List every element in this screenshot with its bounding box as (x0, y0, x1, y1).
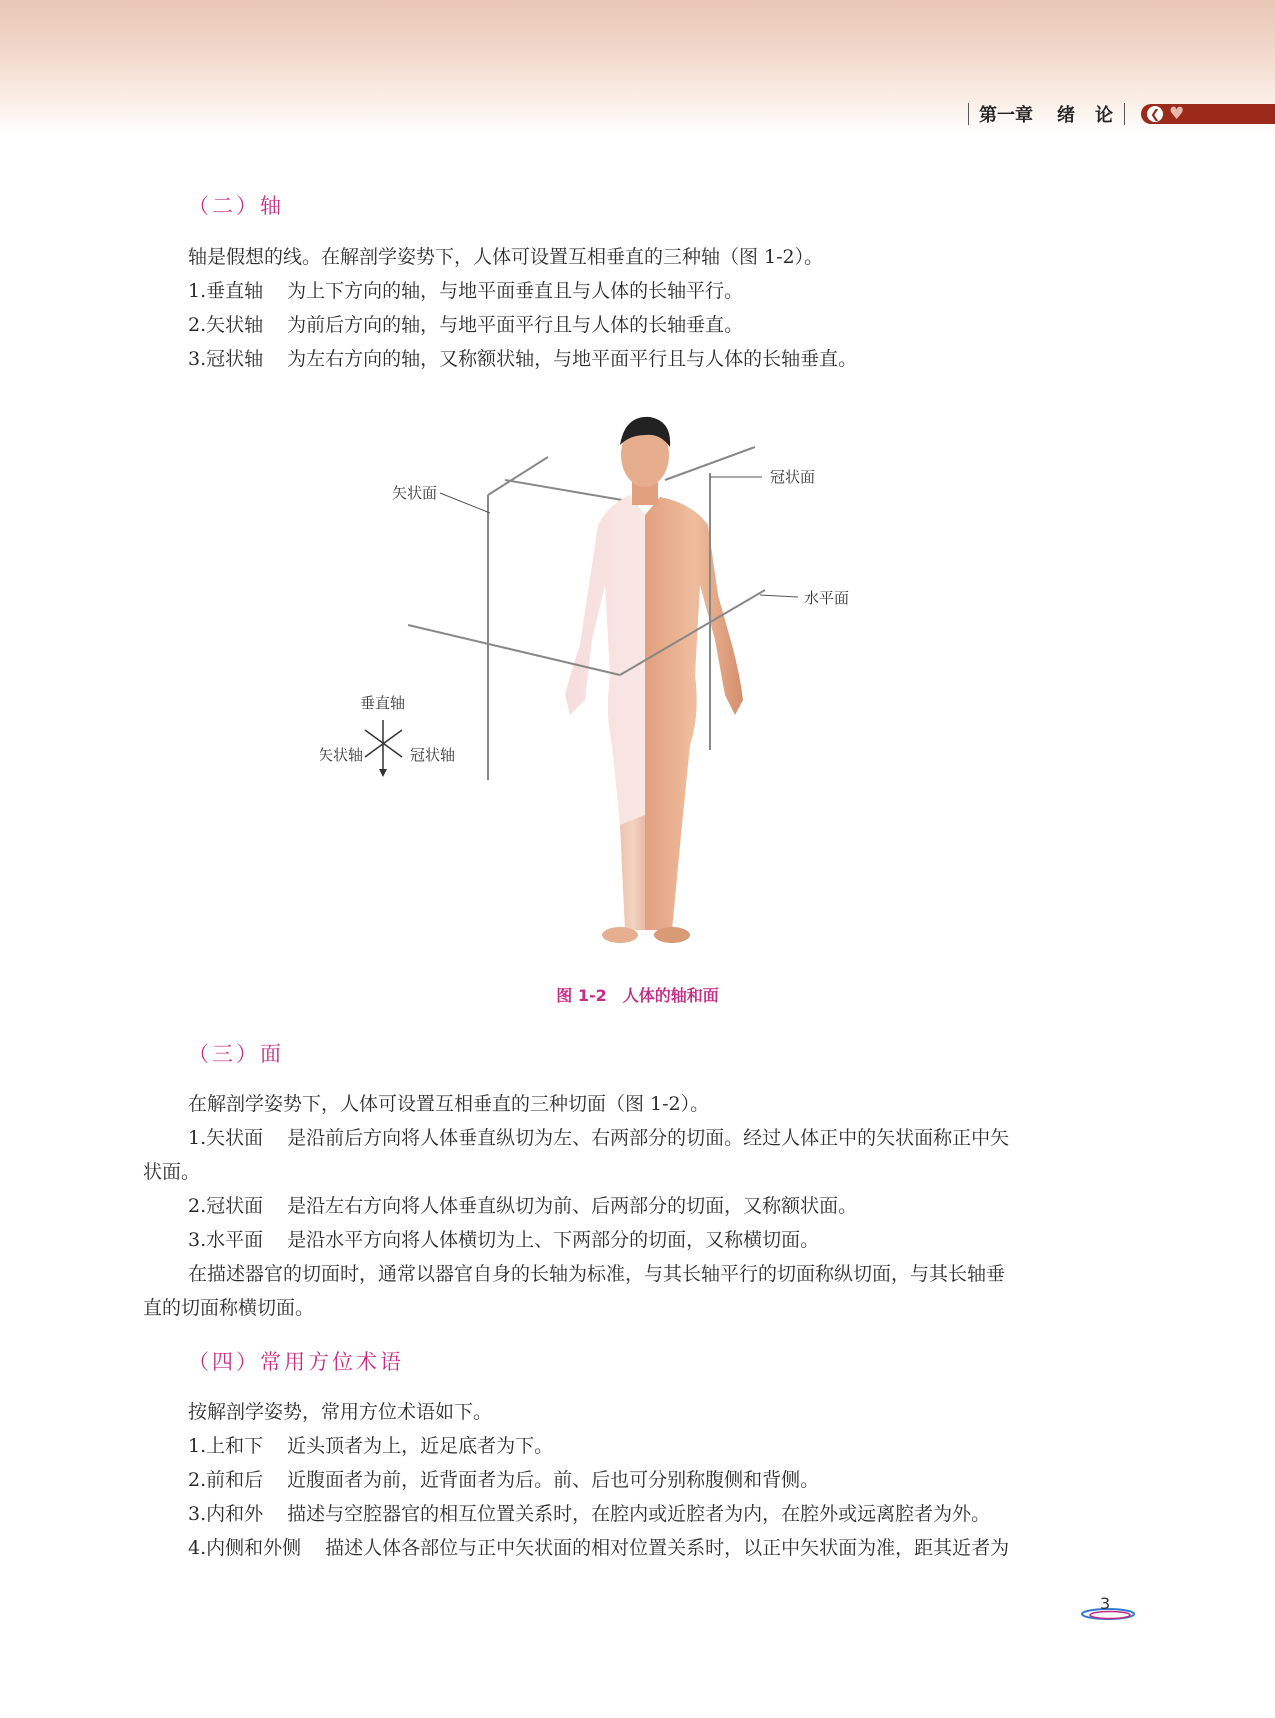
header-divider (968, 103, 969, 125)
section-heading-directional-terms: （四）常用方位术语 (188, 1350, 404, 1374)
item-term: 内和外 (206, 1503, 264, 1525)
body-planes-illustration (320, 385, 960, 975)
label-sagittal-plane: 矢状面 (392, 484, 438, 502)
paragraph-continued: 直的切面称横切面。 (143, 1297, 315, 1319)
right-foot (654, 927, 690, 943)
arrow-left-icon: ❮ (1147, 106, 1163, 122)
list-item (188, 308, 857, 342)
chapter-label: 第一章 (979, 105, 1033, 126)
item-number: 2. (188, 1195, 207, 1217)
running-header (958, 101, 1135, 127)
chapter-title: 绪 论 (1057, 105, 1114, 126)
item-number: 3. (188, 1229, 207, 1251)
header-divider (1124, 103, 1125, 125)
section-planes-body (143, 1087, 1009, 1325)
item-text: 描述人体各部位与正中矢状面的相对位置关系时，以正中矢状面为准，距其近者为 (325, 1537, 1010, 1559)
paragraph: 在描述器官的切面时，通常以器官自身的长轴为标准，与其长轴平行的切面称纵切面，与其长轴垂 (188, 1263, 1006, 1285)
list-item (188, 1429, 1009, 1463)
item-number: 1. (188, 1435, 207, 1457)
item-term: 内侧和外侧 (206, 1537, 302, 1559)
item-text: 为左右方向的轴，又称额状轴，与地平面平行且与人体的长轴垂直。 (287, 348, 858, 370)
label-coronal-plane: 冠状面 (770, 468, 816, 486)
page-number-text: 3 (1100, 1594, 1111, 1613)
heart-icon: ♥ (1169, 104, 1185, 124)
header-ribbon (1141, 104, 1275, 124)
item-text-continued: 状面。 (143, 1161, 201, 1183)
list-item (188, 1531, 1009, 1565)
item-number: 3. (188, 348, 207, 370)
leader-line (760, 595, 798, 597)
section-terms-body (188, 1395, 1009, 1565)
item-number: 2. (188, 1469, 207, 1491)
item-text: 是沿前后方向将人体垂直纵切为左、右两部分的切面。经过人体正中的矢状面称正中矢 (287, 1127, 1010, 1149)
list-item (143, 1121, 1009, 1155)
list-item (188, 342, 857, 376)
item-text: 为前后方向的轴，与地平面平行且与人体的长轴垂直。 (287, 314, 744, 336)
item-number: 4. (188, 1537, 207, 1559)
page-number (1080, 1594, 1136, 1624)
paragraph: 在解剖学姿势下，人体可设置互相垂直的三种切面（图 1-2）。 (188, 1093, 710, 1115)
item-text: 描述与空腔器官的相互位置关系时，在腔内或近腔者为内，在腔外或远离腔者为外。 (287, 1503, 991, 1525)
item-text: 近头顶者为上，近足底者为下。 (287, 1435, 554, 1457)
item-term: 上和下 (206, 1435, 264, 1457)
item-term: 冠状面 (206, 1195, 264, 1217)
item-text: 是沿左右方向将人体垂直纵切为前、后两部分的切面，又称额状面。 (287, 1195, 858, 1217)
section-axes-body (188, 240, 857, 376)
list-item (143, 1223, 1009, 1257)
item-term: 矢状轴 (206, 314, 264, 336)
paragraph: 按解剖学姿势，常用方位术语如下。 (188, 1401, 493, 1423)
axes-diagram (320, 694, 455, 777)
list-item (188, 1497, 1009, 1531)
item-term: 前和后 (206, 1469, 264, 1491)
item-number: 3. (188, 1503, 207, 1525)
item-text: 是沿水平方向将人体横切为上、下两部分的切面，又称横切面。 (287, 1229, 820, 1251)
caption-text: 人体的轴和面 (622, 986, 719, 1005)
sagittal-plane-edge (488, 457, 548, 495)
paragraph: 轴是假想的线。在解剖学姿势下，人体可设置互相垂直的三种轴（图 1-2）。 (188, 246, 824, 268)
item-text: 为上下方向的轴，与地平面垂直且与人体的长轴平行。 (287, 280, 744, 302)
item-term: 水平面 (206, 1229, 264, 1251)
label-sagittal-axis: 矢状轴 (320, 746, 364, 764)
list-item (143, 1189, 1009, 1223)
item-number: 2. (188, 314, 207, 336)
leader-line (440, 493, 490, 513)
item-term: 冠状轴 (206, 348, 264, 370)
item-number: 1. (188, 280, 207, 302)
item-term: 矢状面 (206, 1127, 264, 1149)
caption-number: 图 1-2 (556, 986, 607, 1005)
label-horizontal-plane: 水平面 (804, 589, 850, 607)
list-item (188, 1463, 1009, 1497)
coronal-plane-edge (505, 480, 622, 500)
anatomy-figure (320, 385, 960, 975)
item-text: 近腹面者为前，近背面者为后。前、后也可分别称腹侧和背侧。 (287, 1469, 820, 1491)
label-coronal-axis: 冠状轴 (410, 746, 456, 764)
section-heading-planes: （三）面 (188, 1042, 284, 1066)
label-vertical-axis: 垂直轴 (360, 694, 406, 712)
section-heading-axes: （二）轴 (188, 194, 284, 218)
item-term: 垂直轴 (206, 280, 264, 302)
item-number: 1. (188, 1127, 207, 1149)
figure-caption (500, 983, 775, 1006)
list-item (188, 274, 857, 308)
left-foot (602, 927, 638, 943)
